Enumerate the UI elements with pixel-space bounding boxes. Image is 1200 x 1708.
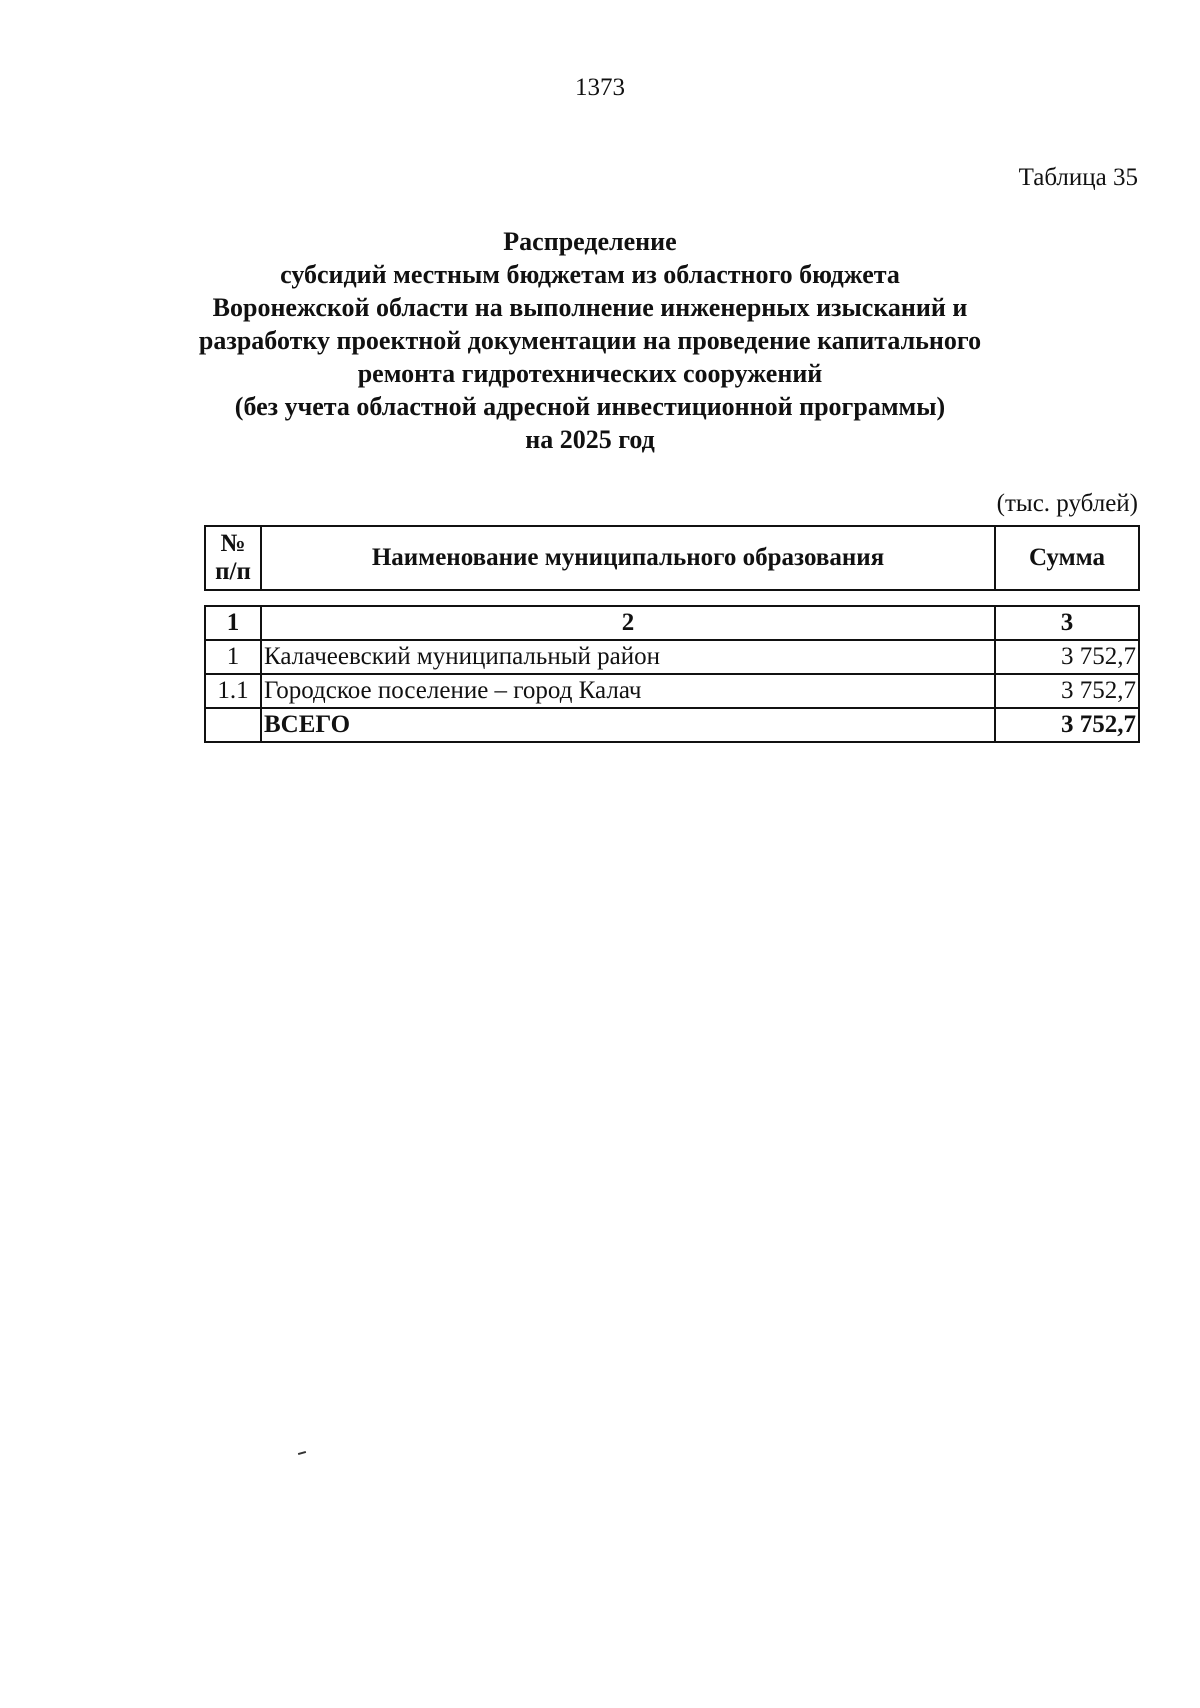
page-number: 1373 xyxy=(575,74,625,101)
row-num: 1.1 xyxy=(205,674,261,708)
header-num-line1: № xyxy=(220,530,246,557)
row-sum: 3 752,7 xyxy=(995,640,1139,674)
title-line: разработку проектной документации на проведение капитального xyxy=(198,326,982,355)
title-line: ремонта гидротехнических сооружений xyxy=(357,359,823,388)
total-row xyxy=(205,708,1139,742)
table-label: Таблица 35 xyxy=(1018,164,1138,191)
row-name: Калачеевский муниципальный район xyxy=(261,640,995,674)
header-row xyxy=(205,526,1139,590)
total-sum: 3 752,7 xyxy=(995,708,1139,742)
header-sum: Сумма xyxy=(995,526,1139,590)
title-line: субсидий местным бюджетам из областного бюджета xyxy=(280,260,900,289)
units-label: (тыс. рублей) xyxy=(996,490,1138,517)
total-num xyxy=(205,708,261,742)
index-cell: 2 xyxy=(261,606,995,640)
index-cell: 1 xyxy=(205,606,261,640)
data-table xyxy=(204,605,1140,743)
row-name: Городское поселение – город Калач xyxy=(261,674,995,708)
stray-mark xyxy=(298,1451,306,1455)
document-title xyxy=(160,225,1020,456)
row-num: 1 xyxy=(205,640,261,674)
title-line: Распределение xyxy=(503,227,677,256)
index-cell: 3 xyxy=(995,606,1139,640)
table-row xyxy=(205,640,1139,674)
column-index-row xyxy=(205,606,1139,640)
table-row xyxy=(205,674,1139,708)
title-line: (без учета областной адресной инвестиционной программы) xyxy=(234,392,946,421)
table-header xyxy=(204,525,1140,591)
header-num xyxy=(205,526,261,590)
row-sum: 3 752,7 xyxy=(995,674,1139,708)
header-num-line2: п/п xyxy=(215,558,251,585)
title-line: Воронежской области на выполнение инженерных изысканий и xyxy=(212,293,968,322)
header-name: Наименование муниципального образования xyxy=(261,526,995,590)
title-line: на 2025 год xyxy=(525,425,655,454)
total-label: ВСЕГО xyxy=(261,708,995,742)
